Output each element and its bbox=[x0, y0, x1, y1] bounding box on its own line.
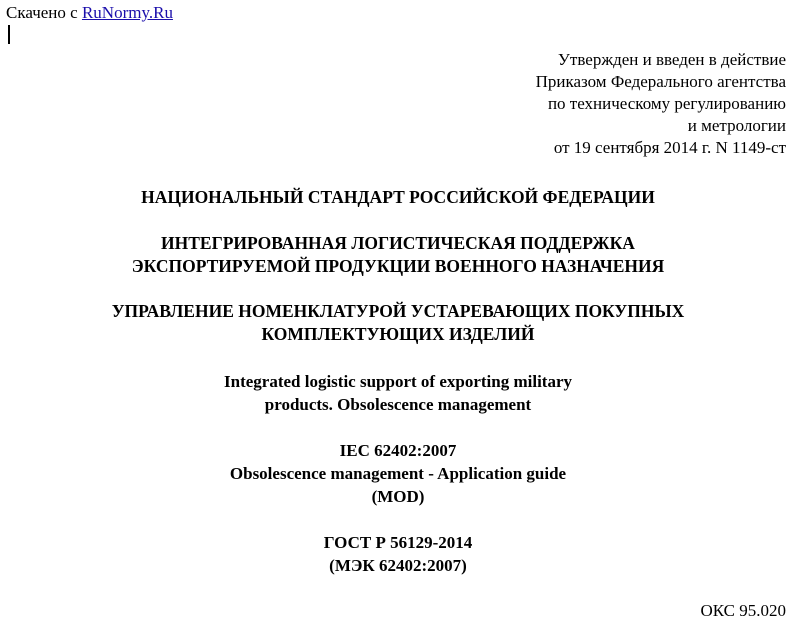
standard-title-line: ЭКСПОРТИРУЕМОЙ ПРОДУКЦИИ ВОЕННОГО НАЗНАЧЕНИЯ bbox=[131, 256, 665, 276]
standard-subtitle bbox=[0, 300, 790, 346]
iec-reference-line: Obsolescence management - Application guide bbox=[229, 464, 567, 483]
iec-reference bbox=[0, 439, 790, 508]
english-title-line: Integrated logistic support of exporting military bbox=[224, 372, 572, 391]
standard-title-line: ИНТЕГРИРОВАННАЯ ЛОГИСТИЧЕСКАЯ ПОДДЕРЖКА bbox=[161, 233, 635, 253]
approval-line: от 19 сентября 2014 г. N 1149-ст bbox=[553, 138, 786, 157]
national-standard-title: НАЦИОНАЛЬНЫЙ СТАНДАРТ РОССИЙСКОЙ ФЕДЕРАЦИИ bbox=[141, 187, 655, 207]
gost-designation-line: (МЭК 62402:2007) bbox=[329, 556, 467, 575]
approval-line: и метрологии bbox=[687, 116, 786, 135]
approval-block bbox=[366, 49, 786, 159]
oks-code: ОКС 95.020 bbox=[700, 601, 786, 620]
standard-subtitle-line: КОМПЛЕКТУЮЩИХ ИЗДЕЛИЙ bbox=[261, 324, 535, 344]
download-source-line bbox=[6, 3, 173, 23]
iec-reference-line: (MOD) bbox=[371, 487, 425, 506]
runormy-link[interactable]: RuNormy.Ru bbox=[81, 3, 173, 22]
national-standard-heading bbox=[0, 186, 790, 209]
gost-designation bbox=[0, 531, 790, 577]
approval-line: Приказом Федерального агентства bbox=[535, 72, 786, 91]
standard-subtitle-line: УПРАВЛЕНИЕ НОМЕНКЛАТУРОЙ УСТАРЕВАЮЩИХ ПОКУПНЫХ bbox=[111, 301, 685, 321]
english-title-line: products. Obsolescence management bbox=[264, 395, 532, 414]
standard-title bbox=[0, 232, 790, 278]
approval-line: по техническому регулированию bbox=[547, 94, 786, 113]
iec-reference-line: IEC 62402:2007 bbox=[339, 441, 457, 460]
gost-designation-line: ГОСТ Р 56129-2014 bbox=[323, 533, 473, 552]
download-prefix: Скачено с bbox=[6, 3, 82, 22]
text-cursor bbox=[8, 25, 10, 44]
english-title bbox=[0, 370, 790, 416]
approval-line: Утвержден и введен в действие bbox=[557, 50, 786, 69]
